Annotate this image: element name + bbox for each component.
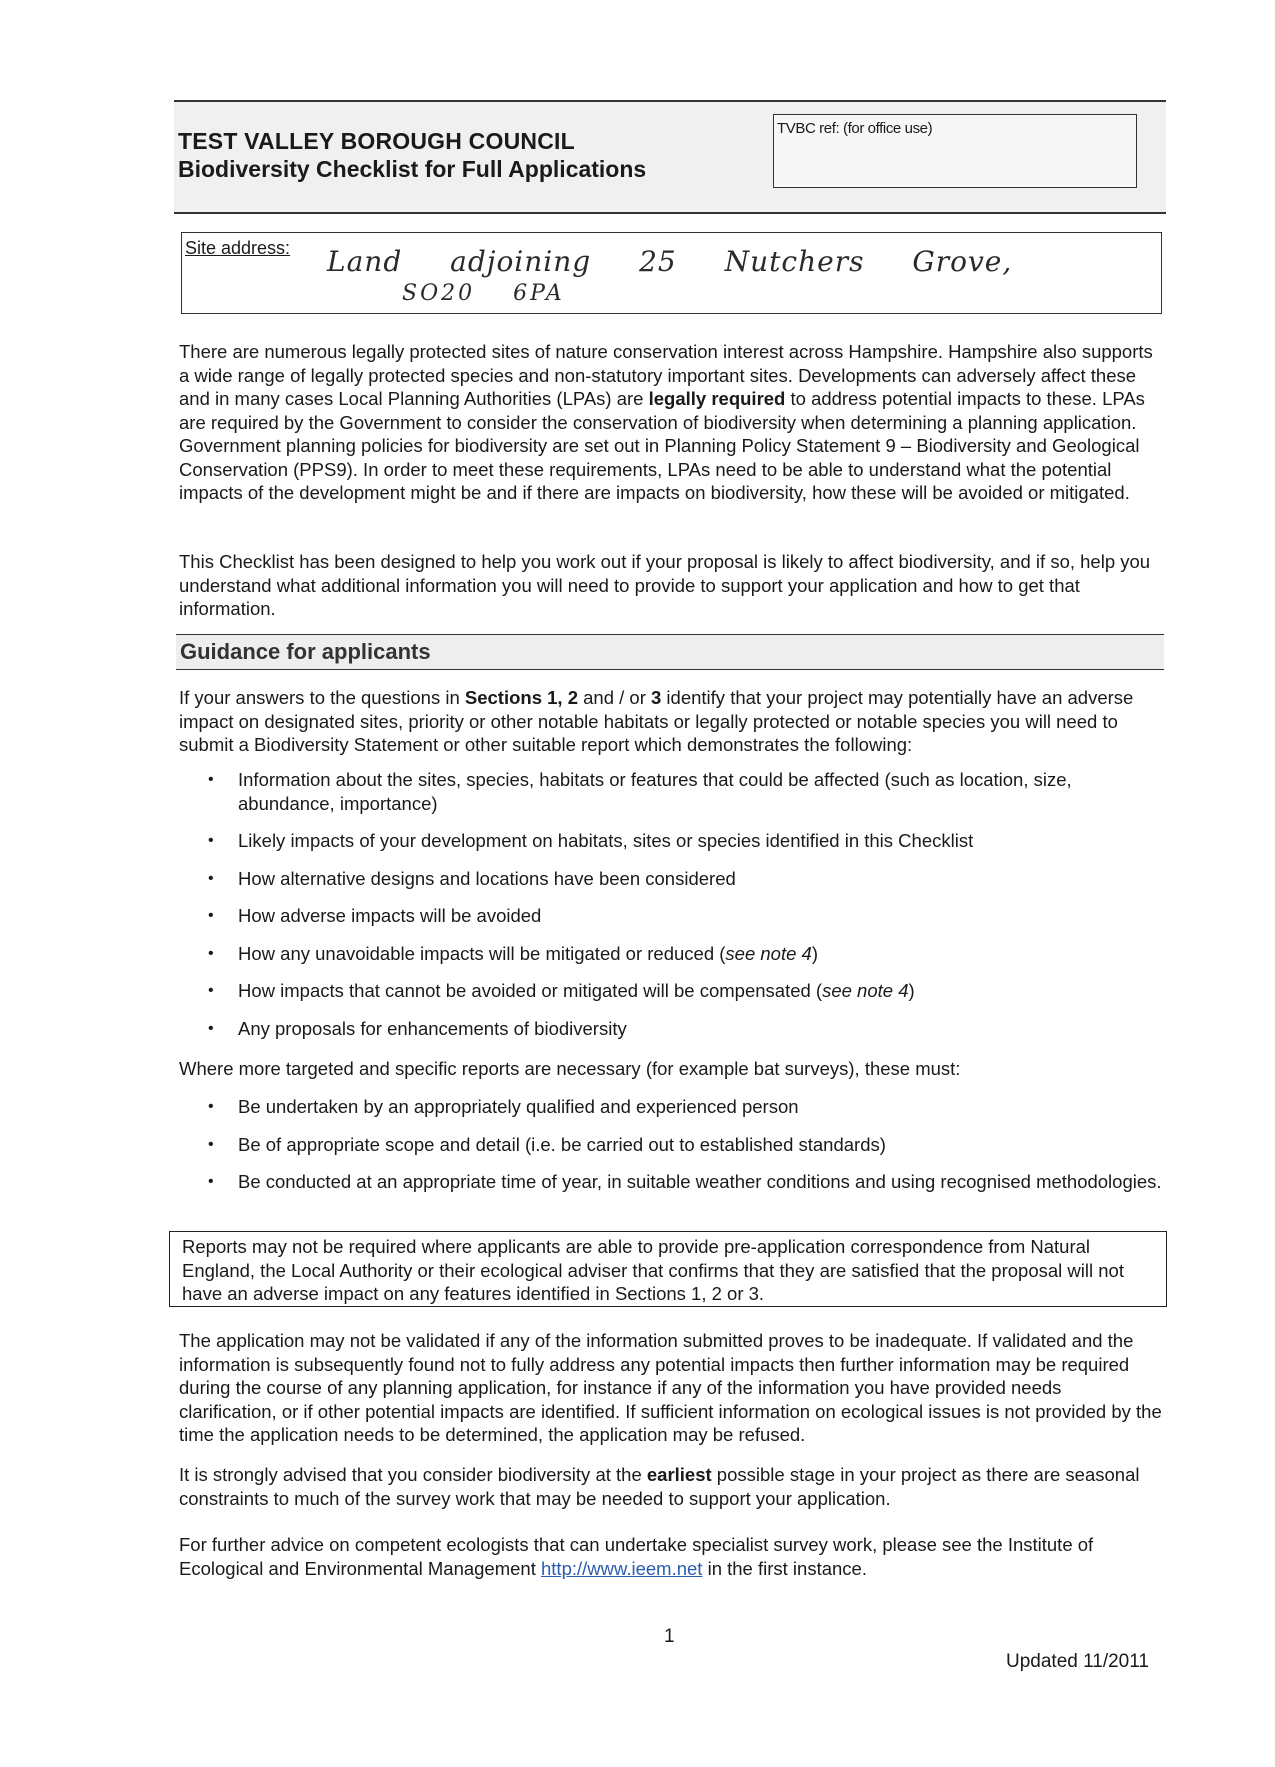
timing-advice-paragraph: It is strongly advised that you consider biodiversity at the earliest possible stage in your project as there are seasonal constraints to much of the survey work that may be needed to support your application. [179, 1464, 1140, 1509]
reports-notice-box [169, 1231, 1167, 1307]
list-item: • Be undertaken by an appropriately qualified and experienced person [208, 1095, 1163, 1119]
list-item: • How any unavoidable impacts will be mitigated or reduced (see note 4) [208, 942, 1163, 966]
ieem-link[interactable]: http://www.ieem.net [541, 1557, 703, 1579]
list-item: • Be of appropriate scope and detail (i.e. be carried out to established standards) [208, 1133, 1163, 1157]
list-item: • Be conducted at an appropriate time of year, in suitable weather conditions and using recognised methodologies. [208, 1170, 1163, 1194]
reports-notice-text: Reports may not be required where applicants are able to provide pre-application correspondence from Natural England, the Local Authority or their ecological adviser that confirms that they are satisfied that the proposal will not have an adverse impact on any features identified in Sections 1, 2 or 3. [182, 1236, 1124, 1304]
guidance-paragraph: If your answers to the questions in Sections 1, 2 and / or 3 identify that your project may potentially have an adverse impact on designated sites, priority or other notable habitats or legally protected or notable species you will need to submit a Biodiversity Statement or other suitable report which demonstrates the following: [179, 687, 1134, 755]
guidance-section-header [176, 634, 1164, 670]
updated-date: Updated 11/2011 [1006, 1651, 1149, 1672]
targeted-reports-paragraph: Where more targeted and specific reports are necessary (for example bat surveys), these must: [179, 1058, 961, 1079]
guidance-heading: Guidance for applicants [180, 639, 431, 664]
further-advice-paragraph: For further advice on competent ecologists that can undertake specialist survey work, please see the Institute of Ecological and Environmental Management http://www.ieem.net in the first instance. [179, 1534, 1094, 1579]
list-item: • Information about the sites, species, habitats or features that could be affected (such as location, size, abundance, importance) [208, 768, 1163, 815]
validation-paragraph: The application may not be validated if any of the information submitted proves to be inadequate. If validated and the information is subsequently found not to fully address any potential impacts then further information may be required during the course of any planning application, for instance if any of the information you have provided needs clarification, or if other potential impacts are identified. If sufficient information on ecological issues is not provided by the time the application needs to be determined, the application may be refused. [179, 1330, 1162, 1445]
list-item: • How adverse impacts will be avoided [208, 904, 1163, 928]
list-item: • Likely impacts of your development on habitats, sites or species identified in this Checklist [208, 829, 1163, 853]
checklist-purpose-paragraph: This Checklist has been designed to help you work out if your proposal is likely to affect biodiversity, and if so, help you understand what additional information you will need to provide to support your application and how to get that information. [179, 551, 1151, 619]
statement-requirements-list [208, 768, 1163, 1054]
page-number: 1 [664, 1626, 675, 1647]
list-item: • How impacts that cannot be avoided or mitigated will be compensated (see note 4) [208, 979, 1163, 1003]
office-ref-field[interactable] [773, 114, 1137, 188]
site-address-label: Site address: [185, 238, 291, 258]
list-item: • How alternative designs and locations have been considered [208, 867, 1163, 891]
handwritten-postcode: SO20 6PA [402, 281, 565, 306]
site-address-field[interactable] [181, 232, 1162, 314]
office-ref-label: TVBC ref: (for office use) [777, 120, 933, 137]
report-requirements-list [208, 1095, 1163, 1208]
intro-paragraph: There are numerous legally protected sites of nature conservation interest across Hampshire. Hampshire also supports a wide range of legally protected species and non-statutory important sites. Developments can adversely affect these and in many cases Local Planning Authorities (LPAs) are legally required to address potential impacts to these. LPAs are required by the Government to consider the conservation of biodiversity when determining a planning application. Government planning policies for biodiversity are set out in Planning Policy Statement 9 – Biodiversity and Geological Conservation (PPS9). In order to meet these requirements, LPAs need to be able to understand what the potential impacts of the development might be and if there are impacts on biodiversity, how these will be avoided or mitigated. [179, 341, 1153, 503]
checklist-title: Biodiversity Checklist for Full Applications [178, 156, 647, 182]
list-item: • Any proposals for enhancements of biodiversity [208, 1017, 1163, 1041]
handwritten-address-line1: Land adjoining 25 Nutchers Grove, [327, 245, 1013, 278]
council-name: TEST VALLEY BOROUGH COUNCIL [178, 128, 575, 154]
